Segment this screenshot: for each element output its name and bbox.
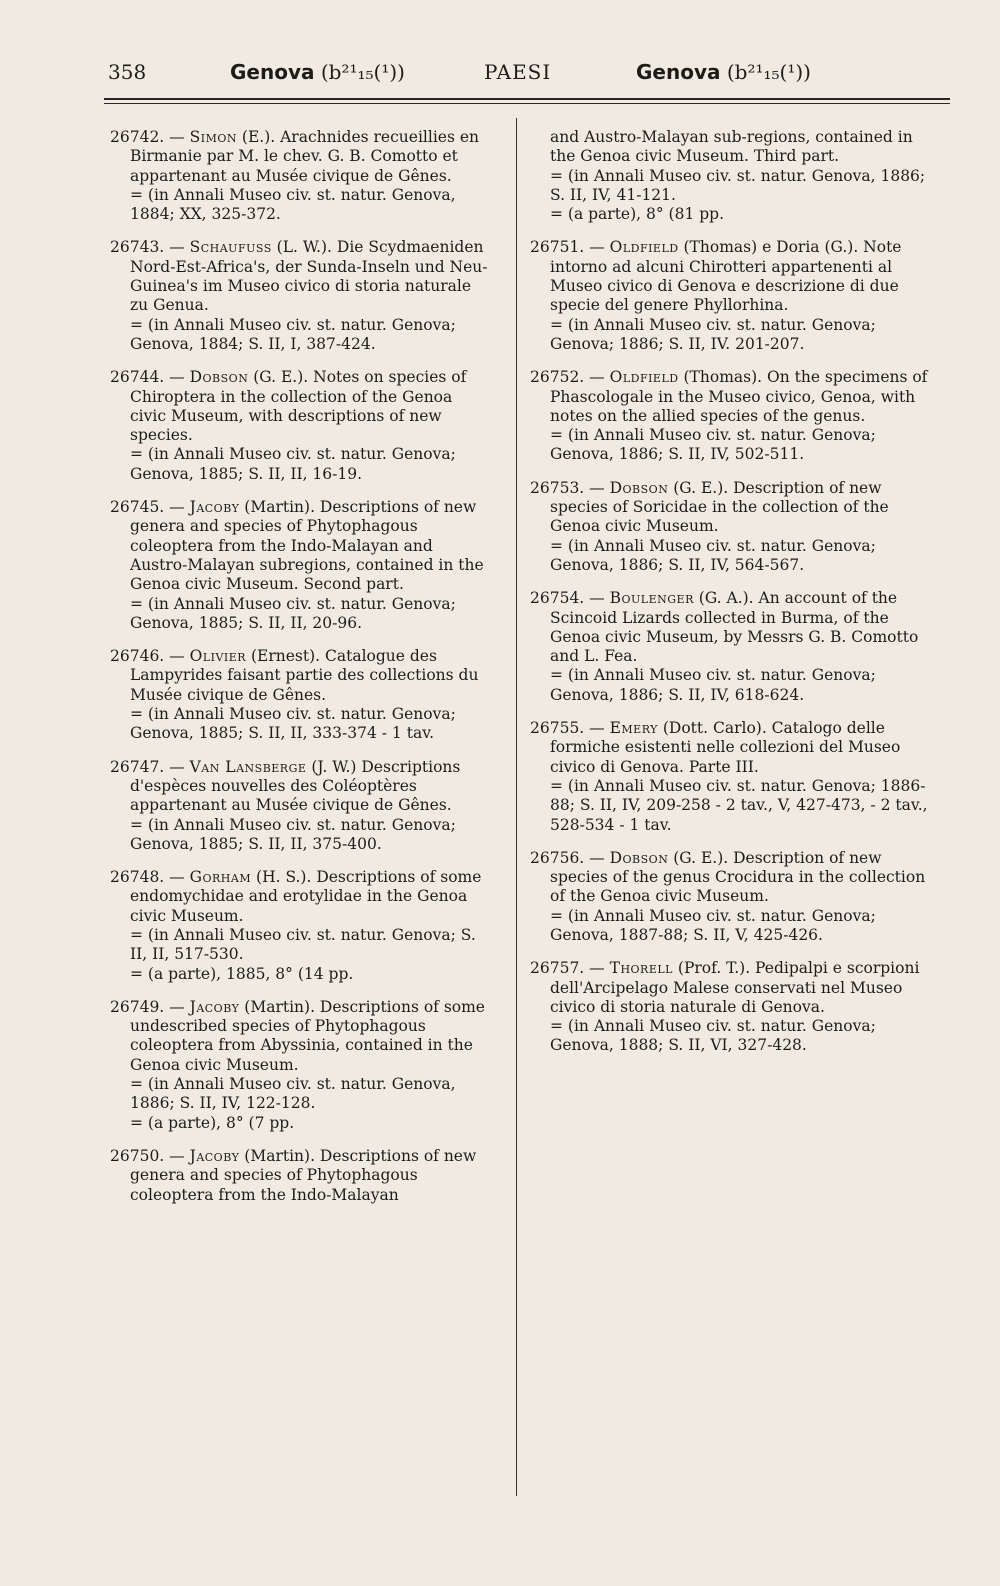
entry-body: 26749. — Jacoby (Martin). Descriptions of some undescribed species of Phytophagous coleoptera from Abyssinia, contained in the Genoa civic Museum. — [110, 997, 485, 1074]
bibliography-entry — [530, 849, 942, 945]
entry-reference: = (in Annali Museo civ. st. natur. Genova; Genova, 1887-88; S. II, V, 425-426. — [550, 906, 876, 944]
entry-number: 26751. — [530, 238, 585, 257]
bibliography-entry — [110, 868, 492, 984]
entry-title: (G. E.). Description of new species of Soricidae in the collection of the Genoa civic Museum. — [550, 478, 889, 536]
entry-author: Oldfield — [609, 368, 679, 387]
entry-body: 26747. — Van Lansberge (J. W.) Descriptions d'espèces nouvelles des Coléoptères appartenant au Musée civique de Gênes. — [110, 757, 461, 815]
bibliography-entry — [110, 647, 492, 743]
entry-title: (Dott. Carlo). Catalogo delle formiche esistenti nelle collezioni del Museo civico di Genova. Parte III. — [550, 719, 901, 776]
entry-number: 26748. — [110, 868, 165, 887]
entry-author: Thorell — [609, 959, 673, 978]
entry-number: 26755. — [530, 719, 585, 738]
entry-title: (Thomas) e Doria (G.). Note intorno ad alcuni Chirotteri appartenenti al Museo civico di Genova e descrizione di due specie del genere Phyllorhina. — [550, 238, 902, 315]
entry-reference: = (in Annali Museo civ. st. natur. Genova; Genova, 1886; S. II, IV, 564-567. — [550, 536, 876, 574]
bibliography-entry — [530, 238, 942, 354]
right-column — [530, 128, 942, 1070]
entry-body: 26748. — Gorham (H. S.). Descriptions of some endomychidae and erotylidae in the Genoa civic Museum. — [110, 868, 482, 925]
entry-author: Gorham — [189, 868, 252, 887]
entry-title: (Martin). Descriptions of new genera and species of Phytophagous coleoptera from the Indo-Malayan and Austro-Malayan subregions, contained in the Genoa civic Museum. Second part. — [130, 498, 484, 594]
entry-title: (J. W.) Descriptions d'espèces nouvelles des Coléoptères appartenant au Musée civique de Gênes. — [130, 757, 461, 815]
bibliography-entry — [530, 959, 942, 1055]
page-number: 358 — [108, 60, 147, 84]
entry-reference: = (in Annali Museo civ. st. natur. Genova; Genova, 1884; S. II, I, 387-424. — [130, 315, 456, 353]
entry-body: 26751. — Oldfield (Thomas) e Doria (G.). Note intorno ad alcuni Chirotteri appartenenti al Museo civico di Genova e descrizione di due specie del genere Phyllorhina. — [530, 238, 902, 315]
entry-reference: = (in Annali Museo civ. st. natur. Genova; Genova, 1885; S. II, II, 333-374 - 1 tav. — [130, 705, 456, 743]
entry-reference: = (in Annali Museo civ. st. natur. Genova; Genova, 1885; S. II, II, 20-96. — [130, 594, 456, 632]
bibliography-entry — [110, 1147, 492, 1205]
entry-title: (Thomas). On the specimens of Phascologale in the Museo civico, Genoa, with notes on the allied species of the genus. — [550, 368, 928, 425]
entry-title: and Austro-Malayan sub-regions, contained in the Genoa civic Museum. Third part. — [550, 128, 913, 166]
entry-reference: = (in Annali Museo civ. st. natur. Genova; Genova, 1885; S. II, II, 375-400. — [130, 815, 456, 853]
entry-number: 26747. — [110, 757, 165, 776]
entry-number: 26757. — [530, 959, 585, 978]
entry-body: 26754. — Boulenger (G. A.). An account of the Scincoid Lizards collected in Burma, of the Genoa civic Museum, by Messrs G. B. Comotto and L. Fea. — [530, 589, 919, 666]
header-rule — [104, 98, 950, 100]
entry-author: Simon — [189, 128, 237, 146]
entry-reference: = (in Annali Museo civ. st. natur. Genova; Genova, 1885; S. II, II, 16-19. — [130, 445, 456, 483]
entry-number: 26749. — [110, 997, 165, 1016]
entry-author: Dobson — [609, 478, 669, 497]
entry-reference: = (in Annali Museo civ. st. natur. Genova; Genova, 1886; S. II, IV, 502-511. — [550, 426, 876, 464]
bibliography-entry — [110, 758, 492, 854]
bibliography-entry — [110, 498, 492, 633]
entry-body: 26752. — Oldfield (Thomas). On the specimens of Phascologale in the Museo civico, Genoa, with notes on the allied species of the genus. — [530, 368, 928, 425]
entry-title: (Martin). Descriptions of new genera and species of Phytophagous coleoptera from the Indo-Malayan — [130, 1146, 477, 1204]
entry-body: 26743. — Schaufuss (L. W.). Die Scydmaeniden Nord-Est-Africa's, der Sunda-Inseln und Neu-Guinea's im Museo civico di storia naturale zu Genua. — [110, 238, 488, 315]
left-column — [110, 128, 492, 1219]
bibliography-entry — [530, 128, 942, 224]
entry-body: 26757. — Thorell (Prof. T.). Pedipalpi e scorpioni dell'Arcipelago Malese conservati nel Museo civico di storia naturale di Genova. — [530, 959, 920, 1016]
entry-author: Jacoby — [189, 1146, 240, 1165]
entry-body: 26753. — Dobson (G. E.). Description of new species of Soricidae in the collection of the Genoa civic Museum. — [530, 478, 889, 536]
entry-reference: = (in Annali Museo civ. st. natur. Genova; Genova; 1886; S. II, IV. 201-207. — [550, 315, 876, 353]
entry-title: (Martin). Descriptions of some undescribed species of Phytophagous coleoptera from Abyssinia, contained in the Genoa civic Museum. — [130, 997, 485, 1074]
bibliography-entry — [110, 998, 492, 1133]
running-header — [104, 60, 944, 96]
entry-reference: = (in Annali Museo civ. st. natur. Genova; Genova, 1886; S. II, IV, 618-624. — [550, 666, 876, 704]
entry-author: Boulenger — [609, 589, 694, 608]
entry-number: 26746. — [110, 647, 165, 666]
entry-body: 26750. — Jacoby (Martin). Descriptions of new genera and species of Phytophagous coleoptera from the Indo-Malayan — [110, 1146, 477, 1204]
entry-title: (G. E.). Description of new species of the genus Crocidura in the collection of the Genoa civic Museum. — [550, 848, 926, 906]
entry-body: 26756. — Dobson (G. E.). Description of new species of the genus Crocidura in the collection of the Genoa civic Museum. — [530, 848, 926, 906]
entry-number: 26745. — [110, 498, 165, 517]
entry-reference: = (in Annali Museo civ. st. natur. Genova, 1884; XX, 325-372. — [130, 185, 456, 224]
bibliography-entry — [530, 368, 942, 464]
entry-author: Van Lansberge — [189, 757, 307, 776]
entry-author: Jacoby — [189, 997, 240, 1016]
entry-author: Dobson — [189, 368, 249, 387]
entry-title: (Prof. T.). Pedipalpi e scorpioni dell'Arcipelago Malese conservati nel Museo civico di storia naturale di Genova. — [550, 959, 920, 1016]
entry-number: 26752. — [530, 368, 585, 387]
entry-body: 26755. — Emery (Dott. Carlo). Catalogo delle formiche esistenti nelle collezioni del Museo civico di Genova. Parte III. — [530, 719, 901, 776]
entry-reference: = (in Annali Museo civ. st. natur. Genova; Genova, 1888; S. II, VI, 327-428. — [550, 1017, 876, 1055]
entry-number: 26754. — [530, 589, 585, 608]
entry-number: 26744. — [110, 368, 165, 387]
entry-body: 26744. — Dobson (G. E.). Notes on species of Chiroptera in the collection of the Genoa civic Museum, with descriptions of new species. — [110, 368, 467, 445]
entry-body — [530, 128, 942, 167]
header-right-title: Genova (b²¹₁₅(¹)) — [636, 60, 811, 84]
entry-title: (L. W.). Die Scydmaeniden Nord-Est-Africa's, der Sunda-Inseln und Neu-Guinea's im Museo civico di storia naturale zu Genua. — [130, 238, 488, 315]
entry-number: 26750. — [110, 1146, 165, 1165]
entry-reference: = (in Annali Museo civ. st. natur. Genova, 1886; S. II, IV, 41-121. — [550, 166, 926, 204]
entry-body: 26746. — Olivier (Ernest). Catalogue des Lampyrides faisant partie des collections du Musée civique de Gênes. — [110, 647, 479, 704]
bibliography-entry — [110, 238, 492, 354]
entry-reference: = (in Annali Museo civ. st. natur. Genova; 1886-88; S. II, IV, 209-258 - 2 tav., V, 427-473, - 2 tav., 528-534 - 1 tav. — [550, 776, 928, 834]
entry-author: Jacoby — [189, 498, 240, 517]
entry-reference: = (a parte), 1885, 8° (14 pp. — [130, 964, 354, 983]
entry-number: 26743. — [110, 238, 165, 257]
bibliography-entry — [530, 479, 942, 575]
header-center-title: PAESI — [484, 60, 552, 84]
entry-author: Dobson — [609, 848, 669, 867]
entry-title: (G. E.). Notes on species of Chiroptera in the collection of the Genoa civic Museum, with descriptions of new species. — [130, 368, 467, 445]
entry-number: 26742. — [110, 128, 165, 146]
entry-body: 26742. — Simon (E.). Arachnides recueillies en Birmanie par M. le chev. G. B. Comotto et appartenant au Musée civique de Gênes. — [110, 128, 479, 185]
entry-author: Oldfield — [609, 238, 679, 257]
entry-title: (H. S.). Descriptions of some endomychidae and erotylidae in the Genoa civic Museum. — [130, 868, 482, 925]
bibliography-entry — [530, 719, 942, 835]
header-rule-thin — [104, 103, 950, 104]
entry-author: Emery — [609, 719, 658, 738]
entry-title: (Ernest). Catalogue des Lampyrides faisant partie des collections du Musée civique de Gênes. — [130, 647, 479, 704]
entry-body: 26745. — Jacoby (Martin). Descriptions of new genera and species of Phytophagous coleoptera from the Indo-Malayan and Austro-Malayan subregions, contained in the Genoa civic Museum. Second part. — [110, 498, 484, 594]
entry-reference: = (in Annali Museo civ. st. natur. Genova, 1886; S. II, IV, 122-128. — [130, 1075, 456, 1113]
entry-author: Schaufuss — [189, 238, 272, 257]
bibliography-entry — [530, 589, 942, 705]
entry-reference: = (a parte), 8° (7 pp. — [130, 1113, 295, 1132]
entry-title: (E.). Arachnides recueillies en Birmanie par M. le chev. G. B. Comotto et appartenant au Musée civique de Gênes. — [130, 128, 479, 185]
entry-author: Olivier — [189, 647, 247, 666]
column-divider — [516, 118, 517, 1496]
entry-title: (G. A.). An account of the Scincoid Lizards collected in Burma, of the Genoa civic Museum, by Messrs G. B. Comotto and L. Fea. — [550, 589, 919, 666]
header-left-title: Genova (b²¹₁₅(¹)) — [230, 60, 405, 84]
entry-reference: = (in Annali Museo civ. st. natur. Genova; S. II, II, 517-530. — [130, 925, 476, 964]
bibliography-entry — [110, 368, 492, 484]
entry-number: 26753. — [530, 478, 585, 497]
entry-reference: = (a parte), 8° (81 pp. — [550, 205, 725, 224]
entry-number: 26756. — [530, 848, 585, 867]
bibliography-entry — [110, 128, 492, 224]
